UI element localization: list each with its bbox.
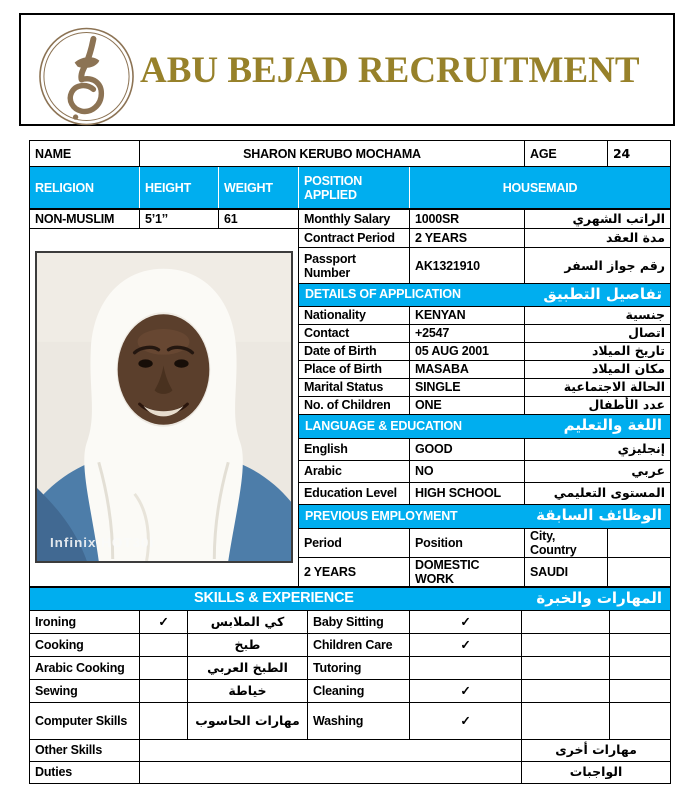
english-label: English <box>299 438 410 460</box>
duties-arabic: الواجبات <box>522 761 671 783</box>
skills-experience-header <box>30 587 671 610</box>
place-of-birth-value: MASABA <box>410 360 525 378</box>
contact-arabic: اتصال <box>525 324 671 342</box>
passport-number-value: AK1321910 <box>410 248 525 284</box>
skill-cooking-arabic: طبخ <box>188 633 308 656</box>
identity-table <box>29 140 671 209</box>
employment-header-en: PREVIOUS EMPLOYMENT <box>305 508 458 523</box>
place-of-birth-label: Place of Birth <box>299 360 410 378</box>
skill-babysitting-label: Baby Sitting <box>308 610 410 633</box>
skill-computer-arabic: مهارات الحاسوب <box>188 702 308 739</box>
height-value: 5’1’’ <box>140 210 219 229</box>
empty-cell <box>522 656 610 679</box>
skill-washing-label: Washing <box>308 702 410 739</box>
skill-cooking-check <box>140 633 188 656</box>
skill-washing-check: ✓ <box>410 702 522 739</box>
employment-position-value: DOMESTIC WORK <box>410 557 525 586</box>
employment-header-ar: الوظائف السابقة <box>536 506 662 525</box>
details-header-ar: تفاصيل التطبيق <box>543 285 662 303</box>
passport-number-label: Passport Number <box>299 248 410 284</box>
empty-cell <box>608 557 671 586</box>
height-label: HEIGHT <box>140 167 219 209</box>
cv-form <box>29 140 670 784</box>
marital-status-arabic: الحالة الاجتماعية <box>525 378 671 396</box>
other-skills-value <box>140 739 522 761</box>
empty-cell <box>522 702 610 739</box>
skills-table <box>29 587 671 784</box>
company-logo-icon <box>37 27 136 126</box>
monthly-salary-value: 1000SR <box>410 210 525 229</box>
employment-col-period: Period <box>299 528 410 557</box>
arabic-arabic: عربي <box>525 460 671 482</box>
photo-cell <box>30 229 299 587</box>
skill-arabiccooking-check <box>140 656 188 679</box>
skill-computer-check <box>140 702 188 739</box>
language-header-ar: اللغة والتعليم <box>563 416 662 435</box>
employment-col-city: City, Country <box>525 528 608 557</box>
monthly-salary-label: Monthly Salary <box>299 210 410 229</box>
position-applied-label: POSITION APPLIED <box>299 167 410 209</box>
empty-cell <box>610 633 671 656</box>
date-of-birth-label: Date of Birth <box>299 342 410 360</box>
portrait-illustration <box>37 253 291 561</box>
children-value: ONE <box>410 396 525 414</box>
contact-label: Contact <box>299 324 410 342</box>
english-value: GOOD <box>410 438 525 460</box>
education-level-label: Education Level <box>299 482 410 504</box>
date-of-birth-arabic: تاريخ الميلاد <box>525 342 671 360</box>
english-arabic: إنجليزي <box>525 438 671 460</box>
skill-tutoring-check <box>410 656 522 679</box>
skill-cleaning-label: Cleaning <box>308 679 410 702</box>
language-education-header <box>299 414 671 438</box>
skill-tutoring-label: Tutoring <box>308 656 410 679</box>
children-arabic: عدد الأطفال <box>525 396 671 414</box>
details-of-application-header <box>299 284 671 307</box>
nationality-arabic: جنسية <box>525 306 671 324</box>
children-label: No. of Children <box>299 396 410 414</box>
skill-sewing-arabic: خياطة <box>188 679 308 702</box>
marital-status-label: Marital Status <box>299 378 410 396</box>
contract-period-value: 2 YEARS <box>410 229 525 248</box>
weight-label: WEIGHT <box>219 167 299 209</box>
age-value: 24 <box>608 141 671 167</box>
employment-period-value: 2 YEARS <box>299 557 410 586</box>
other-skills-label: Other Skills <box>30 739 140 761</box>
empty-cell <box>522 679 610 702</box>
empty-cell <box>522 610 610 633</box>
application-table <box>29 209 671 587</box>
arabic-label: Arabic <box>299 460 410 482</box>
letterhead-box <box>19 13 675 126</box>
contract-period-label: Contract Period <box>299 229 410 248</box>
contract-period-arabic: مدة العقد <box>525 229 671 248</box>
nationality-label: Nationality <box>299 306 410 324</box>
religion-value: NON-MUSLIM <box>30 210 140 229</box>
marital-status-value: SINGLE <box>410 378 525 396</box>
employment-col-position: Position <box>410 528 525 557</box>
previous-employment-header <box>299 504 671 528</box>
religion-label: RELIGION <box>30 167 140 209</box>
employment-city-value: SAUDI <box>525 557 608 586</box>
skill-computer-label: Computer Skills <box>30 702 140 739</box>
duties-value <box>140 761 522 783</box>
skills-header-ar: المهارات والخبرة <box>536 588 663 607</box>
skill-babysitting-check: ✓ <box>410 610 522 633</box>
date-of-birth-value: 05 AUG 2001 <box>410 342 525 360</box>
education-level-arabic: المستوى التعليمي <box>525 482 671 504</box>
company-title: ABU BEJAD RECRUITMENT <box>140 50 640 91</box>
age-label: AGE <box>525 141 608 167</box>
skill-cooking-label: Cooking <box>30 633 140 656</box>
contact-value: +2547 <box>410 324 525 342</box>
weight-value: 61 <box>219 210 299 229</box>
name-value: SHARON KERUBO MOCHAMA <box>140 141 525 167</box>
skill-childrencare-label: Children Care <box>308 633 410 656</box>
empty-cell <box>610 702 671 739</box>
duties-label: Duties <box>30 761 140 783</box>
skill-sewing-label: Sewing <box>30 679 140 702</box>
empty-cell <box>610 679 671 702</box>
arabic-value: NO <box>410 460 525 482</box>
nationality-value: KENYAN <box>410 306 525 324</box>
education-level-value: HIGH SCHOOL <box>410 482 525 504</box>
details-header-en: DETAILS OF APPLICATION <box>305 287 461 302</box>
language-header-en: LANGUAGE & EDUCATION <box>305 418 462 433</box>
skill-sewing-check <box>140 679 188 702</box>
skill-ironing-arabic: كي الملابس <box>188 610 308 633</box>
empty-cell <box>522 633 610 656</box>
empty-cell <box>610 656 671 679</box>
candidate-photo <box>35 251 293 563</box>
name-label: NAME <box>30 141 140 167</box>
skill-childrencare-check: ✓ <box>410 633 522 656</box>
position-applied-value: HOUSEMAID <box>410 167 671 209</box>
skill-arabiccooking-label: Arabic Cooking <box>30 656 140 679</box>
skills-header-en: SKILLS & EXPERIENCE <box>194 590 354 607</box>
photo-watermark: Infinix HOT30i <box>49 535 155 551</box>
place-of-birth-arabic: مكان الميلاد <box>525 360 671 378</box>
other-skills-arabic: مهارات أخرى <box>522 739 671 761</box>
empty-cell <box>610 610 671 633</box>
skill-arabiccooking-arabic: الطبخ العربي <box>188 656 308 679</box>
skill-ironing-label: Ironing <box>30 610 140 633</box>
monthly-salary-arabic: الراتب الشهري <box>525 210 671 229</box>
passport-number-arabic: رقم جواز السفر <box>525 248 671 284</box>
skill-cleaning-check: ✓ <box>410 679 522 702</box>
empty-cell <box>608 528 671 557</box>
skill-ironing-check: ✓ <box>140 610 188 633</box>
